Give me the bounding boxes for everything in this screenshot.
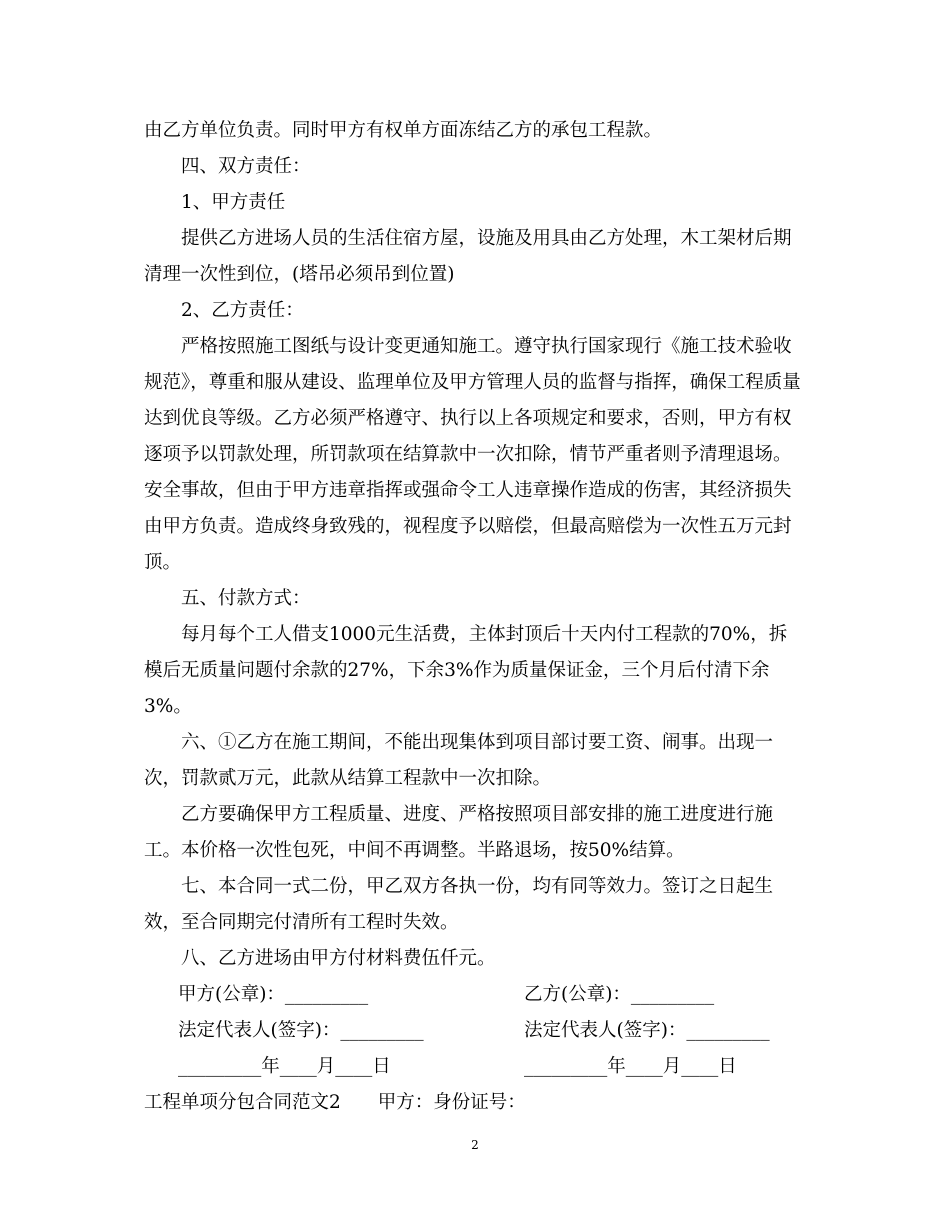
subheading-party-b-responsibility: 2、乙方责任： bbox=[181, 300, 304, 321]
paragraph-party-a-duties: 提供乙方进场人员的生活住宿方屋，设施及用具由乙方处理，木工架材后期清理一次性到位，(塔吊必须吊到位置) bbox=[144, 228, 792, 285]
paragraph-section-seven: 七、本合同一式二份，甲乙双方各执一份，均有同等效力。签订之日起生效，至合同期完付清所有工程时失效。 bbox=[144, 876, 774, 933]
paragraph-party-b-duties: 严格按照施工图纸与设计变更通知施工。遵守执行国家现行《施工技术验收规范》，尊重和服从建设、监理单位及甲方管理人员的监督与指挥，确保工程质量达到优良等级。乙方必须严格遵守、执行以上各项规定和要求，否则，甲方有权逐项予以罚款处理，所罚款项在结算款中一次扣除，情节严重者则予清理退场。安全事故，但由于甲方违章指挥或强命令工人违章操作造成的伤害，其经济损失由甲方负责。造成终身致残的，视程度予以赔偿，但最高赔偿为一次性五万元封顶。 bbox=[144, 336, 801, 573]
party-b-date-field: _________年____月____日 bbox=[524, 1056, 737, 1077]
party-a-date-field: _________年____月____日 bbox=[178, 1056, 391, 1077]
paragraph-section-eight: 八、乙方进场由甲方付材料费伍仟元。 bbox=[181, 948, 496, 969]
next-contract-heading-line: 工程单项分包合同范文2 甲方：身份证号： bbox=[144, 1092, 526, 1113]
signature-row-representative bbox=[144, 1013, 804, 1049]
paragraph-section-six: 六、①乙方在施工期间，不能出现集体到项目部讨要工资、闹事。出现一次，罚款贰万元，此款从结算工程款中一次扣除。 bbox=[144, 732, 774, 789]
party-b-seal-field: 乙方(公章)：_________ bbox=[524, 984, 715, 1005]
party-b-representative-field: 法定代表人(签字)：_________ bbox=[524, 1020, 770, 1041]
paragraph-1: 由乙方单位负责。同时甲方有权单方面冻结乙方的承包工程款。 bbox=[144, 120, 663, 141]
page-number: 2 bbox=[471, 1138, 479, 1152]
party-a-seal-field: 甲方(公章)：_________ bbox=[178, 984, 369, 1005]
section-heading-payment: 五、付款方式： bbox=[181, 588, 311, 609]
paragraph-payment-terms: 每月每个工人借支1000元生活费，主体封顶后十天内付工程款的70%，拆模后无质量问题付余款的27%，下余3%作为质量保证金，三个月后付清下余3%。 bbox=[144, 624, 788, 717]
signature-row-date bbox=[144, 1049, 804, 1085]
signature-row-seal bbox=[144, 977, 804, 1013]
section-heading-responsibilities: 四、双方责任： bbox=[181, 156, 311, 177]
subheading-party-a-responsibility: 1、甲方责任 bbox=[181, 192, 286, 213]
party-a-representative-field: 法定代表人(签字)：_________ bbox=[178, 1020, 424, 1041]
paragraph-quality-schedule: 乙方要确保甲方工程质量、进度、严格按照项目部安排的施工进度进行施工。本价格一次性包死，中间不再调整。半路退场，按50%结算。 bbox=[144, 804, 774, 861]
document-body bbox=[144, 113, 804, 1121]
